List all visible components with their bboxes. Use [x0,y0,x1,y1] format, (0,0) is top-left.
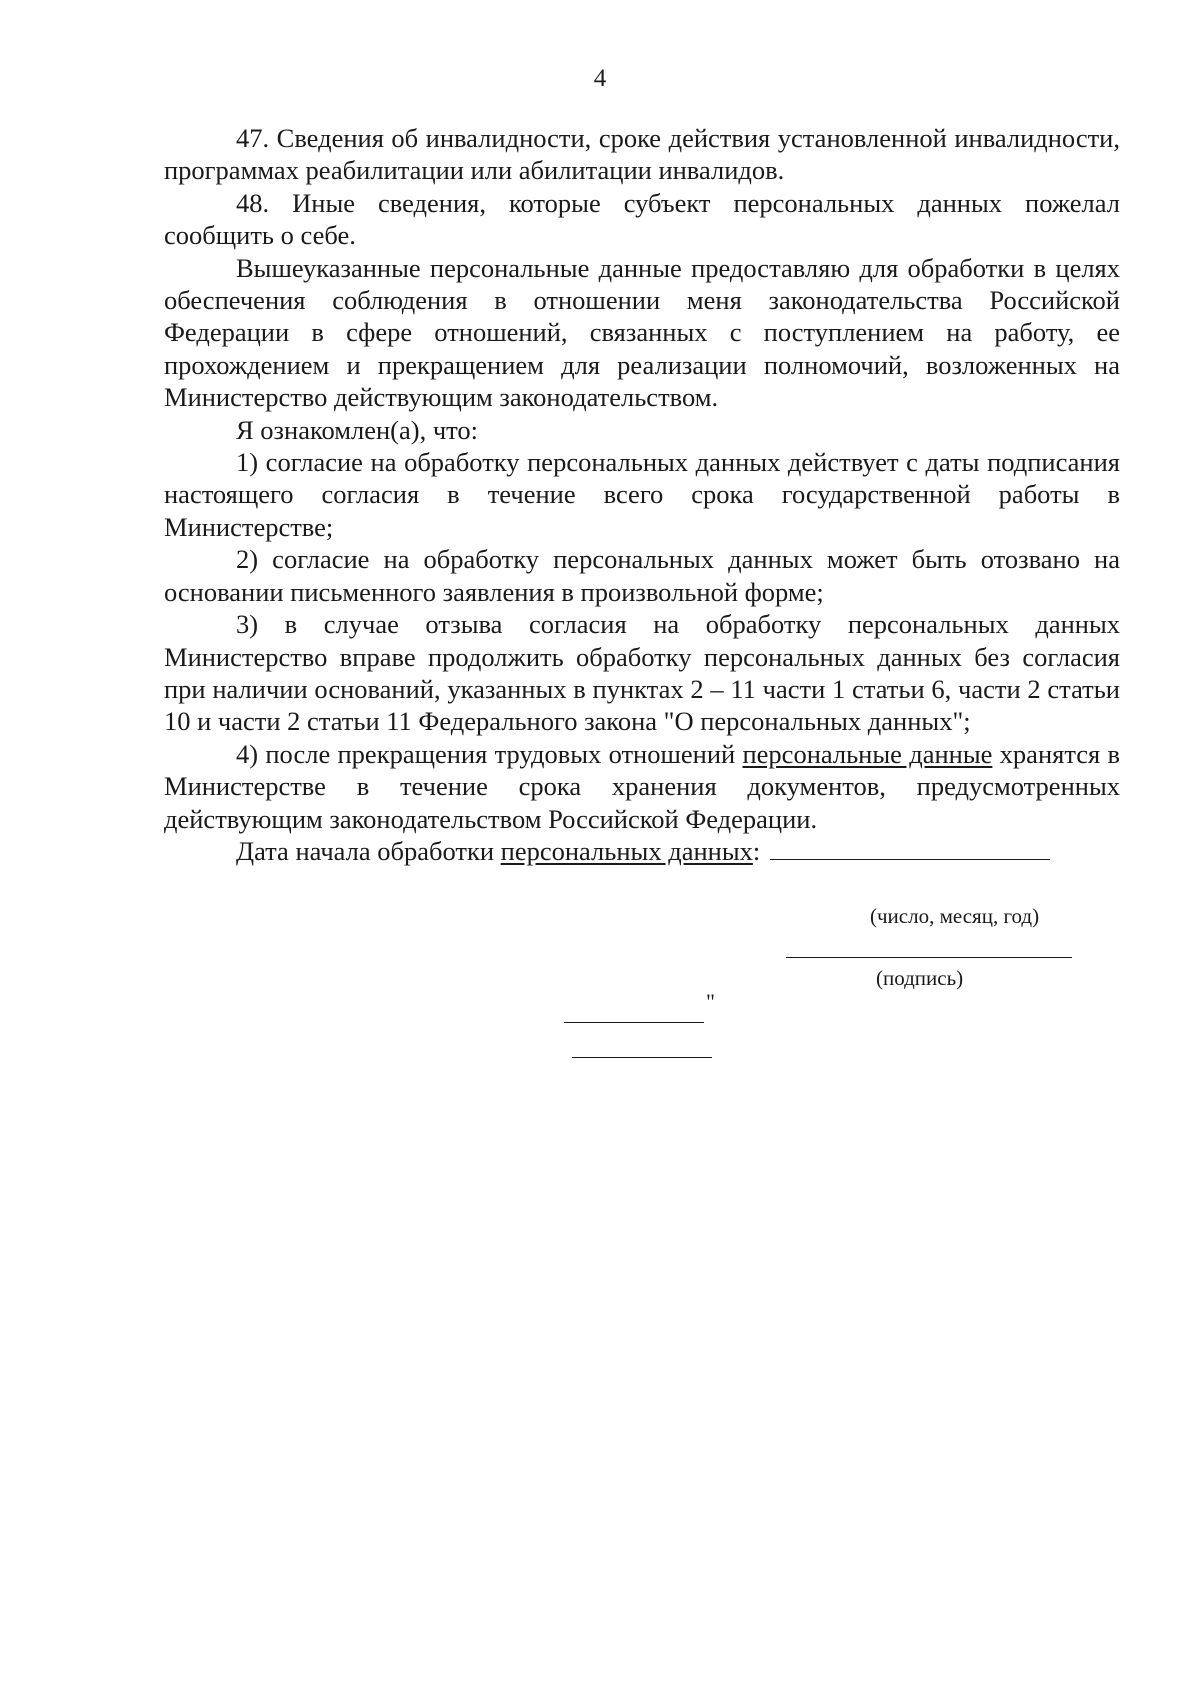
stub-quote-mark: " [706,989,715,1014]
date-label-underlined: персональных данных [500,835,753,866]
paragraph-item-48: 48. Иные сведения, которые субъект персональных данных пожелал сообщить о себе. [164,187,1120,251]
stub-blank-line-2 [572,1057,712,1058]
paragraph-condition-3: 3) в случае отзыва согласия на обработку персональных данных Министерство вправе продолжить обработку персональных данных без согласия при наличии оснований, указанных в пунктах 2 – 11 части 1 статьи 6, части 2 статьи 10 и части 2 статьи 11 Федерального закона "О персональных данных"; [164,609,1120,737]
paragraph-condition-2: 2) согласие на обработку персональных данных может быть отозвано на основании письменного заявления в произвольной форме; [164,544,1120,607]
document-body [164,122,1120,867]
date-caption: (число, месяц, год) [870,904,1040,928]
signature-caption: (подпись) [876,966,964,990]
condition-4-underlined: персональные данные [742,738,993,769]
paragraph-condition-1: 1) согласие на обработку персональных данных действует с даты подписания настоящего согласия в течение всего срока государственной работы в Министерстве; [164,447,1120,542]
date-blank-field[interactable] [770,837,1050,860]
paragraph-item-47: 47. Сведения об инвалидности, сроке действия установленной инвалидности, программах реабилитации или абилитации инвалидов. [164,123,1120,186]
condition-4-suffix: хранятся в Министерстве в течение срока хранения документов, предусмотренных действующим законодательством Российской Федерации. [164,738,1120,834]
date-label-suffix: : [752,835,761,866]
paragraph-condition-4 [164,738,1120,835]
condition-4-prefix: 4) после прекращения трудовых отношений [236,738,743,769]
processing-start-date-line [164,835,1120,867]
stub-blank-line-1 [564,1022,704,1023]
paragraph-consent-purpose: Вышеуказанные персональные данные предоставляю для обработки в целях обеспечения соблюдения в отношении меня законодательства Российской Федерации в сфере отношений, связанных с поступлением на работу, ее прохождением и прекращением для реализации полномочий, возложенных на Министерство действующим законодательством. [164,252,1120,413]
signature-blank-field[interactable] [786,957,1072,958]
date-label-prefix: Дата начала обработки [236,835,501,866]
page-number: 4 [593,65,607,92]
paragraph-acknowledgement: Я ознакомлен(а), что: [236,414,479,445]
